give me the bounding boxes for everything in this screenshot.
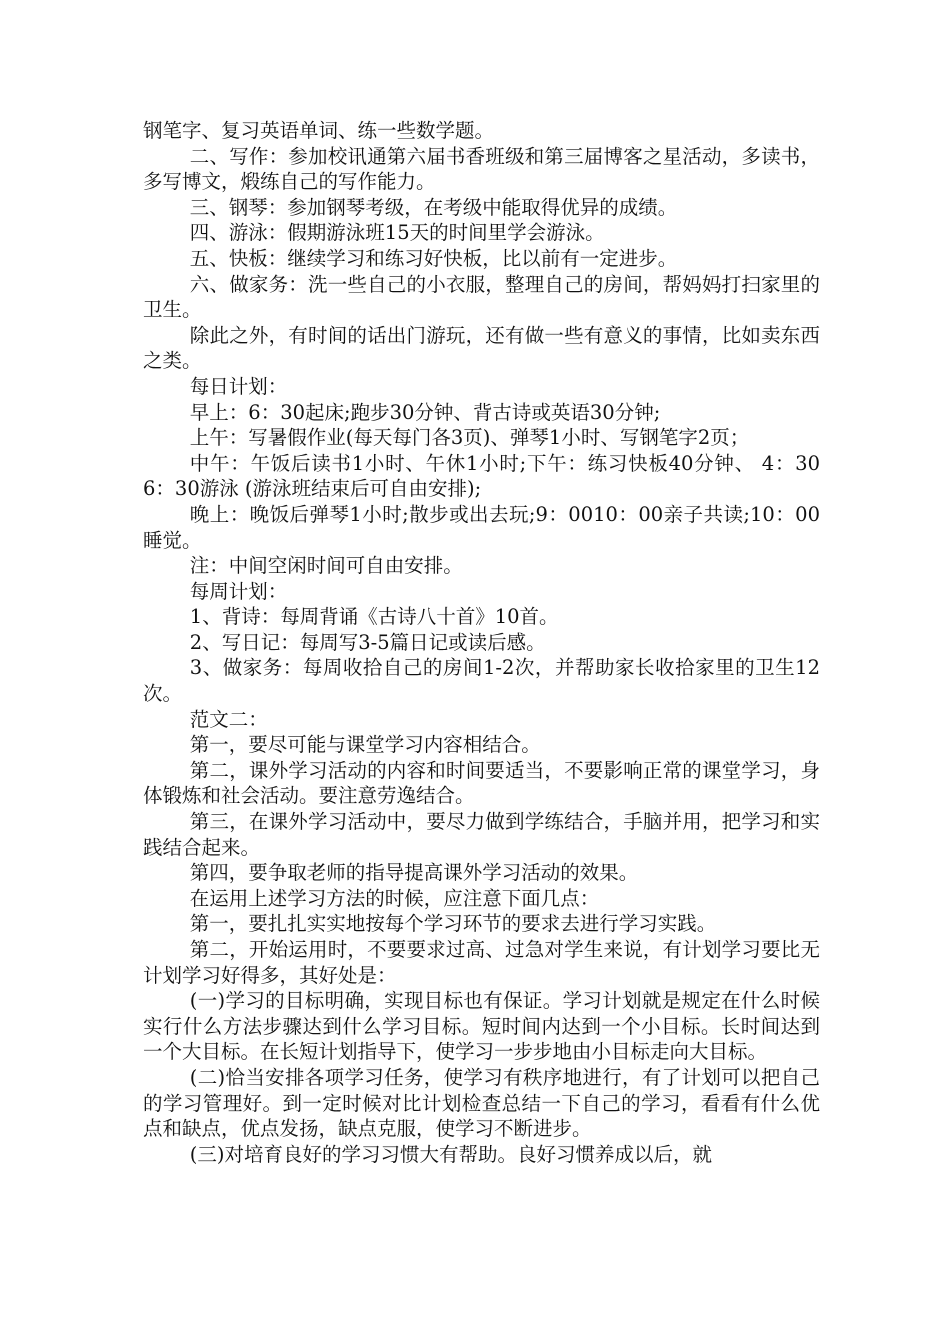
paragraph-23: 在运用上述学习方法的时候，应注意下面几点： xyxy=(189,886,600,910)
section-heading-weekly-plan: 每周计划： xyxy=(189,579,288,603)
paragraph-22: 第四，要争取老师的指导提高课外学习活动的效果。 xyxy=(189,861,639,885)
paragraph-17: 3、做家务：每周收拾自己的房间1-2次，并帮助家长收拾家里的卫生12次。 xyxy=(143,656,820,706)
paragraph-27: (二)恰当安排各项学习任务，使学习有秩序地进行，有了计划可以把自己的学习管理好。到一定时候对比计划检查总结一下自己的学习，看看有什么优点和缺点，优点发扬，缺点克服，使学习不断进步。 xyxy=(143,1065,820,1141)
paragraph-2: 二、写作：参加校讯通第六届书香班级和第三届博客之星活动，多读书，多写博文，煅练自己的写作能力。 xyxy=(143,144,820,194)
paragraph-21: 第三，在课外学习活动中，要尽力做到学练结合，手脑并用，把学习和实践结合起来。 xyxy=(143,810,820,859)
paragraph-5: 五、快板：继续学习和练习好快板，比以前有一定进步。 xyxy=(189,246,678,270)
paragraph-3: 三、钢琴：参加钢琴考级，在考级中能取得优异的成绩。 xyxy=(189,195,678,219)
section-heading-daily-plan: 每日计划： xyxy=(189,374,288,398)
paragraph-20: 第二，课外学习活动的内容和时间要适当，不要影响正常的课堂学习，身体锻炼和社会活动。要注意劳逸结合。 xyxy=(143,758,820,808)
paragraph-25: 第二，开始运用时，不要要求过高、过急对学生来说，有计划学习要比无计划学习好得多，其好处是： xyxy=(143,938,820,987)
paragraph-12: 晚上：晚饭后弹琴1小时;散步或出去玩;9：0010：00亲子共读;10：00睡觉。 xyxy=(143,502,820,552)
paragraph-15: 1、背诗：每周背诵《古诗八十首》10首。 xyxy=(189,605,559,629)
paragraph-7: 除此之外，有时间的话出门游玩，还有做一些有意义的事情，比如卖东西之类。 xyxy=(143,323,820,373)
section-heading-sample-two: 范文二： xyxy=(189,707,268,731)
paragraph-11: 中午：午饭后读书1小时、午休1小时;下午：练习快板40分钟、 4：306：30游泳 (游泳班结束后可自由安排); xyxy=(143,451,820,501)
paragraph-26: (一)学习的目标明确，实现目标也有保证。学习计划就是规定在什么时候实行什么方法步骤达到什么学习目标。短时间内达到一个小目标。长时间达到一个大目标。在长短计划指导下，使学习一步步地由小目标走向大目标。 xyxy=(143,989,820,1064)
paragraph-1: 钢笔字、复习英语单词、练一些数学题。 xyxy=(143,119,495,142)
paragraph-13: 注：中间空闲时间可自由安排。 xyxy=(189,554,463,578)
paragraph-4: 四、游泳：假期游泳班15天的时间里学会游泳。 xyxy=(189,221,605,245)
paragraph-16: 2、写日记：每周写3-5篇日记或读后感。 xyxy=(189,630,546,654)
paragraph-19: 第一，要尽可能与课堂学习内容相结合。 xyxy=(189,733,541,757)
paragraph-9: 早上：6：30起床;跑步30分钟、背古诗或英语30分钟; xyxy=(189,400,661,424)
paragraph-24: 第一，要扎扎实实地按每个学习环节的要求去进行学习实践。 xyxy=(189,912,717,936)
paragraph-28: (三)对培育良好的学习习惯大有帮助。良好习惯养成以后，就 xyxy=(189,1142,713,1166)
paragraph-10: 上午：写暑假作业(每天每门各3页)、弹琴1小时、写钢笔字2页； xyxy=(189,426,750,450)
paragraph-6: 六、做家务：洗一些自己的小衣服，整理自己的房间，帮妈妈打扫家里的卫生。 xyxy=(143,272,820,322)
